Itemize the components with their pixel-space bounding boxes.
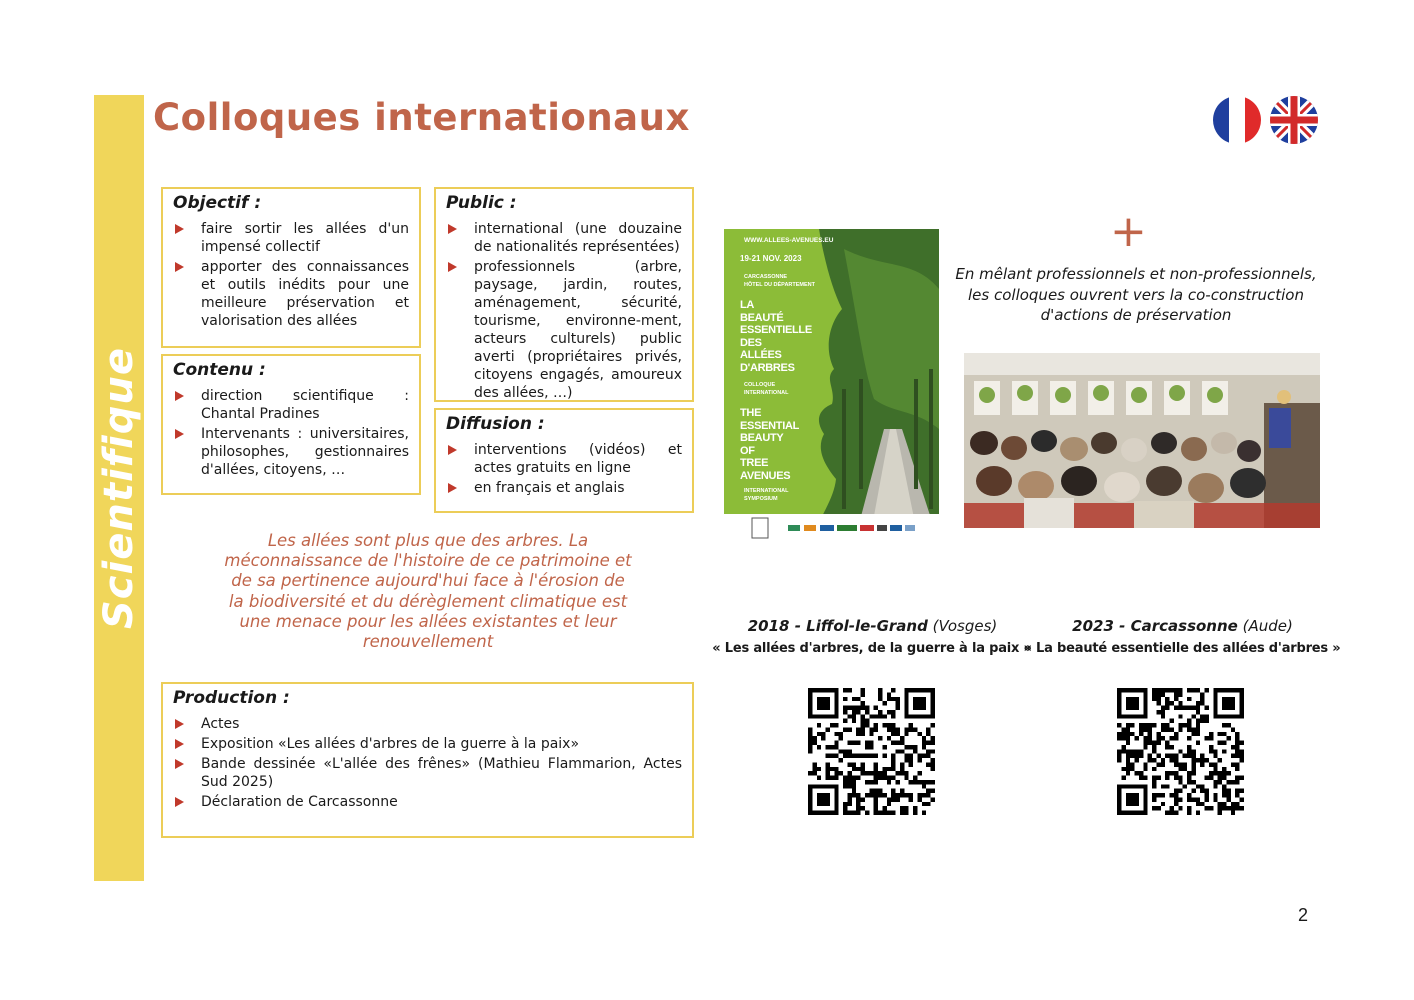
list-item: direction scientifique : Chantal Pradines <box>173 387 409 423</box>
poster-symposium <box>744 487 789 503</box>
poster-title-line: BEAUTY <box>740 432 784 444</box>
list-item: Actes <box>173 715 682 733</box>
poster-title-line: TREE <box>740 457 769 469</box>
event-place: Carcassonne <box>1130 617 1238 635</box>
poster-colloque-line: INTERNATIONAL <box>744 390 789 396</box>
list-item: Bande dessinée «L'allée des frênes» (Mathieu Flammarion, Actes Sud 2025) <box>173 755 682 791</box>
diffusion-heading: Diffusion : <box>446 414 545 434</box>
poster-title-line: ESSENTIAL <box>740 419 800 432</box>
event-year: 2018 - <box>747 617 807 635</box>
list-item: faire sortir les allées d'un impensé collectif <box>173 220 409 256</box>
poster-venue <box>744 273 815 289</box>
poster-symposium-line: SYMPOSIUM <box>744 496 778 502</box>
production-heading: Production : <box>173 688 290 708</box>
objectif-heading: Objectif : <box>173 193 262 213</box>
sidebar-label: Scientifique <box>96 346 142 630</box>
caption-text: En mêlant professionnels et non-professionnels, les colloques ouvrent vers la co-construction d'actions de préservation <box>955 265 1317 324</box>
page-title: Colloques internationaux <box>153 96 690 139</box>
poster-title-line: ESSENTIELLE <box>740 324 812 336</box>
contenu-heading: Contenu : <box>173 360 266 380</box>
list-item: apporter des connaissances et outils inédits pour une meilleure préservation et valorisation des allées <box>173 258 409 330</box>
colloque-poster <box>724 229 939 543</box>
event-2018-title <box>720 617 1025 635</box>
poster-venue-line: HÔTEL DU DÉPARTEMENT <box>744 282 815 288</box>
poster-title-line: ALLÉES <box>740 349 782 361</box>
list-item: Déclaration de Carcassonne <box>173 793 682 811</box>
list-item: professionnels (arbre, paysage, jardin, routes, aménagement, sécurité, tourisme, environne-ment, acteurs culturels) public averti (propriétaires privés, citoyens engagés, amoureux des allées, …) <box>446 258 682 402</box>
event-year: 2023 - <box>1072 617 1131 635</box>
poster-title-line: D'ARBRES <box>740 361 795 374</box>
poster-title-line: THE <box>740 407 762 419</box>
poster-title-line: OF <box>740 444 755 457</box>
uk-flag-icon[interactable] <box>1270 96 1318 144</box>
qr-code-2018[interactable] <box>808 688 935 815</box>
poster-title-line: LA <box>740 299 755 311</box>
french-flag-icon[interactable] <box>1213 96 1261 144</box>
public-box <box>434 187 694 402</box>
plus-sign: + <box>1110 206 1147 257</box>
event-2023-subtitle: « La beauté essentielle des allées d'arbres » <box>1023 641 1341 656</box>
event-2023-title <box>1030 617 1335 635</box>
poster-title-line: AVENUES <box>740 469 791 482</box>
list-item: Exposition «Les allées d'arbres de la guerre à la paix» <box>173 735 682 753</box>
poster-title-line: DES <box>740 336 762 349</box>
poster-colloque <box>744 381 789 397</box>
page-number: 2 <box>1298 905 1309 925</box>
event-2018-subtitle: « Les allées d'arbres, de la guerre à la paix » <box>712 641 1032 656</box>
poster-symposium-line: INTERNATIONAL <box>744 488 789 494</box>
diffusion-box <box>434 408 694 513</box>
event-region: (Vosges) <box>927 617 998 635</box>
public-heading: Public : <box>446 193 517 213</box>
quote-text: Les allées sont plus que des arbres. La méconnaissance de l'histoire de ce patrimoine et de sa pertinence aujourd'hui face à l'érosion de la biodiversité et du dérèglement climatique est une menace pour les allées existantes et leur renouvellement <box>224 531 632 652</box>
poster-venue-line: CARCASSONNE <box>744 274 788 280</box>
list-item: Intervenants : universitaires, philosophes, gestionnaires d'allées, citoyens, … <box>173 425 409 479</box>
qr-code-2023[interactable] <box>1117 688 1244 815</box>
poster-colloque-line: COLLOQUE <box>744 382 776 388</box>
poster-title-line: BEAUTÉ <box>740 311 784 324</box>
production-box <box>161 682 694 838</box>
conference-room-photo <box>964 353 1320 528</box>
poster-date: 19-21 NOV. 2023 <box>740 254 802 263</box>
poster-title-en <box>740 407 799 482</box>
list-item: en français et anglais <box>446 479 682 497</box>
list-item: interventions (vidéos) et actes gratuits en ligne <box>446 441 682 477</box>
event-place: Liffol-le-Grand <box>806 617 928 635</box>
list-item: international (une douzaine de nationalités représentées) <box>446 220 682 256</box>
poster-url: WWW.ALLEES-AVENUES.EU <box>744 237 834 244</box>
event-region: (Aude) <box>1237 617 1293 635</box>
poster-title-fr <box>740 299 812 374</box>
objectif-box <box>161 187 421 348</box>
contenu-box <box>161 354 421 495</box>
